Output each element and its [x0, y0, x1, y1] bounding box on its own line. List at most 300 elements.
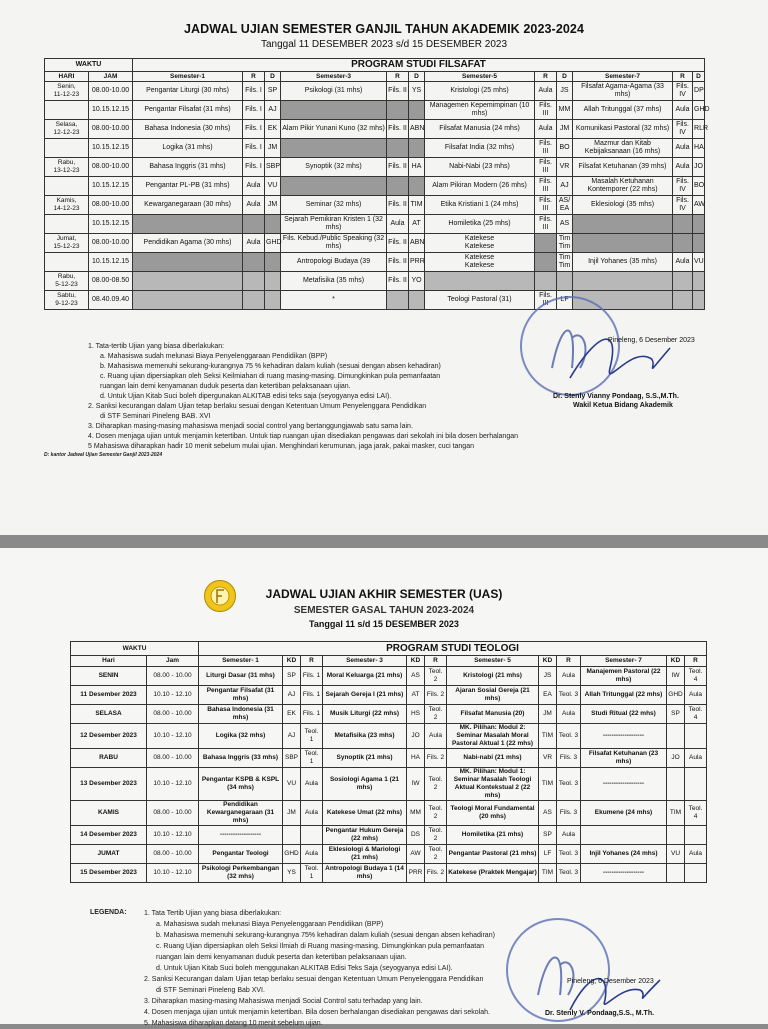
table-cell: SP — [265, 82, 281, 101]
table-cell: EA — [539, 686, 557, 705]
table-cell: JO — [407, 724, 425, 749]
table-cell: Fils. II — [387, 158, 409, 177]
table-cell: Ekumene (24 mhs) — [581, 801, 667, 826]
rule-item: 3. Diharapkan masing-masing Mahasiswa menjadi Social Control satu terhadap yang lain. — [144, 998, 423, 1005]
table-cell: Fils. II — [387, 253, 409, 272]
table-row — [45, 215, 705, 234]
table-cell: Manajemen Pastoral (22 mhs) — [581, 667, 667, 686]
signature — [560, 318, 700, 398]
table-cell: 08.00-10.00 — [89, 120, 133, 139]
table-cell: ------------------- — [199, 826, 283, 845]
table-cell: Teol. 2 — [425, 801, 447, 826]
table-cell: Fils. II — [387, 82, 409, 101]
table-cell: Bahasa Inggris (33 mhs) — [199, 749, 283, 768]
table-cell: YS — [283, 864, 301, 883]
table-cell — [573, 234, 673, 253]
table-cell: ABN — [409, 120, 425, 139]
table-cell: Aula — [557, 705, 581, 724]
rule-item: 5. Mahasiswa diharapkan datang 10 menit sebelum ujian. — [144, 1020, 323, 1027]
table-cell — [667, 724, 685, 749]
table-cell — [281, 139, 387, 158]
table-cell: YS — [409, 82, 425, 101]
table-cell: Aula — [243, 234, 265, 253]
header-semester-7: Semester-7 — [573, 72, 673, 82]
table-cell: JS — [539, 667, 557, 686]
table-cell — [243, 291, 265, 310]
table-cell: Psikologi Perkembangan (32 mhs) — [199, 864, 283, 883]
rule-item: ruangan lain demi kenyamanan duduk peserta dan ketertiban pelaksanaan ujian. — [156, 954, 407, 961]
table-cell: Teol. 3 — [557, 864, 581, 883]
table-cell: VU — [283, 768, 301, 801]
rule-item: 5 Mahasiswa diharapkan hadir 10 menit sebelum mulai ujian. Menghindari kerumunan, jaga jarak, pakai masker, cuci tangan — [88, 443, 474, 450]
table-cell: Synoptik (21 mhs) — [323, 749, 407, 768]
table-cell: MM — [557, 101, 573, 120]
table-cell: TIM — [539, 768, 557, 801]
header-semester-5: Semester-5 — [425, 72, 535, 82]
table-cell: RABU — [71, 749, 147, 768]
table-cell: Pengantar Hukum Gereja (22 mhs) — [323, 826, 407, 845]
table-cell: Filsafat Manusia (20) — [447, 705, 539, 724]
table-cell: 08.00-10.00 — [89, 234, 133, 253]
table-cell — [387, 101, 409, 120]
table-cell: LF — [539, 845, 557, 864]
table-cell: GHD — [693, 101, 705, 120]
table-cell: Fils. III — [535, 215, 557, 234]
table-cell: Nabi-nabi (21 mhs) — [447, 749, 539, 768]
table-cell — [409, 177, 425, 196]
table-cell — [265, 272, 281, 291]
table-row — [71, 705, 707, 724]
table-row — [45, 272, 705, 291]
header-r: R — [243, 72, 265, 82]
table-cell: AT — [407, 686, 425, 705]
table-cell: Fils. III — [535, 158, 557, 177]
table-cell: Managemen Kepemimpinan (10 mhs) — [425, 101, 535, 120]
table-cell — [45, 101, 89, 120]
table-cell: Pengantar Filsafat (31 mhs) — [199, 686, 283, 705]
table-cell — [535, 272, 557, 291]
table-cell: KAMIS — [71, 801, 147, 826]
table-cell: HA — [409, 158, 425, 177]
table-cell: Fils. III — [535, 196, 557, 215]
table-cell — [45, 177, 89, 196]
table-cell: Kristologi (21 mhs) — [447, 667, 539, 686]
table-row — [71, 724, 707, 749]
table-cell — [387, 177, 409, 196]
table-cell: AS — [539, 801, 557, 826]
table-cell: YO — [409, 272, 425, 291]
table-cell — [281, 177, 387, 196]
rule-item: ruangan lain demi kenyamanan duduk peserta dan ketertiban pelaksanaan ujian. — [100, 383, 351, 390]
table-cell: 08.00 - 10.00 — [147, 705, 199, 724]
rule-item: b. Mahasiswa memenuhi sekurang-kurangnya 75% kehadiran dalam kuliah (sesuai dengan absen kehadiran) — [156, 932, 495, 939]
rule-item: 3. Diharapkan masing-masing mahasiswa menjadi social control yang bertanggungjawab satu sama lain. — [88, 423, 413, 430]
table-cell — [387, 291, 409, 310]
table-cell: TIM — [539, 724, 557, 749]
table-cell: DS — [407, 826, 425, 845]
table-cell: Jumat, 15-12-23 — [45, 234, 89, 253]
table-cell: Teol. 3 — [557, 724, 581, 749]
table-cell: ------------------- — [581, 724, 667, 749]
table-cell: Aula — [301, 801, 323, 826]
table-cell: Pengantar KSPB & KSPL (34 mhs) — [199, 768, 283, 801]
table-cell: Tim Tim — [557, 234, 573, 253]
table-cell: Kewarganegaraan (30 mhs) — [133, 196, 243, 215]
table-cell: Filsafat Ketuhanan (39 mhs) — [573, 158, 673, 177]
table-cell: Homiletika (21 mhs) — [447, 826, 539, 845]
table-cell: Synoptik (32 mhs) — [281, 158, 387, 177]
legend-label: LEGENDA: — [90, 909, 127, 916]
table-cell: 10.15.12.15 — [89, 215, 133, 234]
signer-name-uas: Dr. Stenly V. Pondaag,S.S., M.Th. — [545, 1010, 655, 1017]
table-cell: ------------------- — [581, 864, 667, 883]
table-row — [45, 196, 705, 215]
header-d: D — [693, 72, 705, 82]
table-cell: JO — [667, 749, 685, 768]
table-cell — [133, 215, 243, 234]
table-cell — [673, 272, 693, 291]
table-cell: Sabtu, 9-12-23 — [45, 291, 89, 310]
table-cell: SELASA — [71, 705, 147, 724]
table-cell: 14 Desember 2023 — [71, 826, 147, 845]
table-cell: AT — [409, 215, 425, 234]
table-cell: Aula — [557, 667, 581, 686]
table-cell: Fils. III — [535, 101, 557, 120]
header-semester-3: Semester-3 — [281, 72, 387, 82]
table-cell — [673, 215, 693, 234]
table-cell: Teol. 4 — [685, 705, 707, 724]
table-cell: Injil Yohanes (24 mhs) — [581, 845, 667, 864]
header-d: D — [265, 72, 281, 82]
table-cell: Aula — [301, 768, 323, 801]
table-cell: MK. Pilihan: Modul 2: Seminar Masalah Moral Pastoral Aktual 1 (22 mhs) — [447, 724, 539, 749]
table-row — [71, 768, 707, 801]
table-cell — [573, 215, 673, 234]
table-row — [45, 101, 705, 120]
header-semester-3: Semester- 3 — [323, 656, 407, 667]
table-cell: Aula — [301, 845, 323, 864]
table-cell: AS — [407, 667, 425, 686]
header-semester-1: Semester- 1 — [199, 656, 283, 667]
table-cell: Rabu, 5-12-23 — [45, 272, 89, 291]
table-cell: Teologi Pastoral (31) — [425, 291, 535, 310]
table-cell: Fils. IV — [673, 177, 693, 196]
rule-item: b. Mahasiswa memenuhi sekurang-kurangnya 75 % kehadiran dalam kuliah (sesuai dengan absen kehadiran) — [100, 363, 441, 370]
table-row — [71, 749, 707, 768]
table-cell: 10.10 - 12.10 — [147, 686, 199, 705]
table-cell: Mazmur dan Kitab Kebijaksanaan (16 mhs) — [573, 139, 673, 158]
table-cell: SBP — [265, 158, 281, 177]
table-cell: 08.00 - 10.00 — [147, 845, 199, 864]
rule-item: di STF Seminari Pineleng Bab XVI. — [156, 987, 265, 994]
table-cell: ABN — [409, 234, 425, 253]
place-date-uas: Pineleng, 6 Desember 2023 — [567, 978, 654, 985]
header-d: D — [557, 72, 573, 82]
table-cell: IW — [407, 768, 425, 801]
table-cell: Kristologi (25 mhs) — [425, 82, 535, 101]
table-cell: HA — [693, 139, 705, 158]
table-cell — [557, 272, 573, 291]
rule-item: d. Untuk Ujian Kitab Suci boleh dipergunakan ALKITAB edisi teks saja (seyogyanya edisi LAI). — [100, 393, 392, 400]
table-cell: Aula — [243, 177, 265, 196]
table-cell: Pengantar Filsafat (31 mhs) — [133, 101, 243, 120]
table-cell: Tim Tim — [557, 253, 573, 272]
table-cell — [133, 272, 243, 291]
table-cell: Eklesiologi (35 mhs) — [573, 196, 673, 215]
table-cell: JO — [693, 158, 705, 177]
table-cell: Katekese Katekese — [425, 253, 535, 272]
table-cell: AJ — [283, 686, 301, 705]
table-cell: Antropologi Budaya 1 (14 mhs) — [323, 864, 407, 883]
table-row — [71, 845, 707, 864]
table-cell — [667, 826, 685, 845]
table-cell: 08.00-08.50 — [89, 272, 133, 291]
table-cell: Masalah Ketuhanan Kontemporer (22 mhs) — [573, 177, 673, 196]
table-cell: PRR — [407, 864, 425, 883]
table-cell: 08.00 - 10.00 — [147, 749, 199, 768]
table-cell: Fils. 2 — [425, 686, 447, 705]
rule-item: 2. Sanksi kecurangan dalam Ujian tetap berlaku sesuai dengan Ketentuan Umum Penyelenggara Pendidikan — [88, 403, 427, 410]
table-cell: Komunikasi Pastoral (32 mhs) — [573, 120, 673, 139]
table-cell: Filsafat India (32 mhs) — [425, 139, 535, 158]
table-cell: JM — [539, 705, 557, 724]
table-cell — [685, 864, 707, 883]
table-cell: Aula — [685, 686, 707, 705]
table-cell — [693, 215, 705, 234]
table-cell: Fils. I — [243, 101, 265, 120]
rule-item: 1. Tata-tertib Ujian yang biasa diberlakukan: — [88, 343, 225, 350]
table-cell — [133, 253, 243, 272]
table-cell: Katekese Umat (22 mhs) — [323, 801, 407, 826]
table-cell: VU — [265, 177, 281, 196]
header-kd: KD — [283, 656, 301, 667]
table-cell: 08.00-10.00 — [89, 82, 133, 101]
schedule-table-filsafat — [44, 58, 710, 310]
table-cell: JM — [283, 801, 301, 826]
table-cell — [667, 768, 685, 801]
table-cell: AJ — [265, 101, 281, 120]
rule-item: 2. Sanksi Kecurangan dalam Ujian tetap berlaku sesuai dengan Ketentuan Umum Penyelenggara Pendidikan — [144, 976, 484, 983]
table-cell: Fils. III — [535, 139, 557, 158]
table-cell: Teol. 2 — [425, 667, 447, 686]
table-cell: Teol. 2 — [425, 826, 447, 845]
table-cell: Aula — [673, 253, 693, 272]
table-cell: Fils. 1 — [301, 686, 323, 705]
signer-name: Dr. Stenly Vianny Pondaag, S.S.,M.Th. — [553, 393, 679, 400]
table-cell — [265, 215, 281, 234]
table-cell — [535, 234, 557, 253]
table-cell: Aula — [535, 82, 557, 101]
table-cell: Fils. IV — [673, 120, 693, 139]
rule-item: di STF Seminari Pineleng BAB. XVI — [100, 413, 211, 420]
table-cell: Metafisika (35 mhs) — [281, 272, 387, 291]
table-cell — [685, 826, 707, 845]
table-row — [45, 234, 705, 253]
table-cell: Aula — [425, 724, 447, 749]
table-cell: Musik Liturgi (22 mhs) — [323, 705, 407, 724]
header-r: R — [673, 72, 693, 82]
table-cell: BO — [693, 177, 705, 196]
table-row — [45, 82, 705, 101]
table-cell: Fils. Kebud./Public Speaking (32 mhs) — [281, 234, 387, 253]
table-cell: Allah Tritunggal (37 mhs) — [573, 101, 673, 120]
table-cell: Teologi Moral Fundamental (20 mhs) — [447, 801, 539, 826]
table-cell: SP — [667, 705, 685, 724]
table-cell: Fils. I — [243, 139, 265, 158]
table-cell: 08.40.09.40 — [89, 291, 133, 310]
rule-item: 1. Tata Tertib Ujian yang biasa diberlakukan: — [144, 910, 282, 917]
table-cell: 08.00-10.00 — [89, 196, 133, 215]
table-cell: Aula — [557, 826, 581, 845]
table-cell: Allah Tritunggal (22 mhs) — [581, 686, 667, 705]
table-cell: Liturgi Dasar (31 mhs) — [199, 667, 283, 686]
table-cell: Teol. 4 — [685, 667, 707, 686]
signer-title: Wakil Ketua Bidang Akademik — [573, 402, 673, 409]
table-cell: Fils. 1 — [301, 667, 323, 686]
table-cell: MK. Pilihan: Modul 1: Seminar Masalah Teologi Aktual Kontekstual 2 (22 mhs) — [447, 768, 539, 801]
table-cell: TIM — [409, 196, 425, 215]
table-cell: Bahasa Inggris (31 mhs) — [133, 158, 243, 177]
header-jam: JAM — [89, 72, 133, 82]
table-cell — [573, 272, 673, 291]
table-cell: 10.15.12.15 — [89, 101, 133, 120]
table-cell — [283, 826, 301, 845]
table-cell: Seminar (32 mhs) — [281, 196, 387, 215]
table-row — [71, 864, 707, 883]
table-cell: JUMAT — [71, 845, 147, 864]
table-cell: Logika (32 mhs) — [199, 724, 283, 749]
table-row — [45, 253, 705, 272]
table-cell — [673, 291, 693, 310]
rule-item: c. Ruang ujian dipersiapkan oleh Seksi Keilmiahan di ruang masing-masing. Dimungkinkan pula pemanfaatan — [100, 373, 441, 380]
date-range-uas: Tanggal 11 s/d 15 DESEMBER 2023 — [309, 619, 459, 629]
table-cell — [425, 272, 535, 291]
table-cell: PRR — [409, 253, 425, 272]
header-hari: HARI — [45, 72, 89, 82]
schedule-table-teologi — [70, 641, 707, 883]
table-cell: Fils. II — [387, 234, 409, 253]
table-cell — [693, 291, 705, 310]
header-waktu: WAKTU — [71, 642, 199, 656]
table-cell: AS — [557, 215, 573, 234]
table-cell: Fils. IV — [673, 82, 693, 101]
table-cell — [673, 234, 693, 253]
table-cell: Teol. 2 — [425, 705, 447, 724]
table-cell: Moral Keluarga (21 mhs) — [323, 667, 407, 686]
table-cell: JM — [265, 196, 281, 215]
table-cell: Metafisika (23 mhs) — [323, 724, 407, 749]
table-cell: Teol. 1 — [301, 724, 323, 749]
table-cell: 10.10 - 12.10 — [147, 724, 199, 749]
table-cell: Eklesiologi & Mariologi (21 mhs) — [323, 845, 407, 864]
header-kd: KD — [667, 656, 685, 667]
table-row — [71, 801, 707, 826]
table-cell: Etika Kristiani 1 (24 mhs) — [425, 196, 535, 215]
table-cell: 10.10 - 12.10 — [147, 864, 199, 883]
table-cell: AW — [407, 845, 425, 864]
header-semester-7: Semester- 7 — [581, 656, 667, 667]
table-cell: 08.00-10.00 — [89, 158, 133, 177]
table-cell: Alam Pikiran Modern (26 mhs) — [425, 177, 535, 196]
table-cell: Aula — [673, 101, 693, 120]
table-cell: Aula — [685, 749, 707, 768]
rule-item: c. Ruang Ujian dipersiapkan oleh Seksi Ilmiah di Ruang masing-masing. Dimungkinkan pula pemanfaatan — [156, 943, 485, 950]
header-program: PROGRAM STUDI FILSAFAT — [133, 59, 705, 72]
table-cell: * — [281, 291, 387, 310]
table-cell: Fils. I — [243, 82, 265, 101]
table-cell: SP — [539, 826, 557, 845]
table-cell — [265, 253, 281, 272]
table-cell: 11 Desember 2023 — [71, 686, 147, 705]
table-cell — [133, 291, 243, 310]
table-cell: Teol. 3 — [557, 768, 581, 801]
table-cell: Pendidikan Kewarganegaraan (31 mhs) — [199, 801, 283, 826]
page-title-uas: JADWAL UJIAN AKHIR SEMESTER (UAS) — [265, 587, 503, 601]
table-cell — [243, 253, 265, 272]
table-cell: AJ — [557, 177, 573, 196]
table-cell: 10.15.12.15 — [89, 139, 133, 158]
table-cell: Kamis, 14-12-23 — [45, 196, 89, 215]
table-cell: Psikologi (31 mhs) — [281, 82, 387, 101]
table-cell: Aula — [387, 215, 409, 234]
table-cell — [243, 215, 265, 234]
table-cell: Studi Ritual (22 mhs) — [581, 705, 667, 724]
table-cell: 12 Desember 2023 — [71, 724, 147, 749]
table-cell: Fils. II — [387, 196, 409, 215]
table-cell: Fils. II — [387, 120, 409, 139]
header-program: PROGRAM STUDI TEOLOGI — [199, 642, 707, 656]
rule-item: a. Mahasiswa sudah melunasi Biaya Penyelenggaraan Pendidikan (BPP) — [156, 921, 384, 928]
table-cell: Fils. IV — [673, 196, 693, 215]
table-cell: Selasa, 12-12-23 — [45, 120, 89, 139]
table-cell: JS — [557, 82, 573, 101]
table-cell: AS/ EA — [557, 196, 573, 215]
table-row — [71, 826, 707, 845]
table-cell: MM — [407, 801, 425, 826]
table-cell: AJ — [283, 724, 301, 749]
table-cell: Fils. III — [535, 177, 557, 196]
table-cell — [387, 139, 409, 158]
table-cell — [45, 139, 89, 158]
table-cell — [45, 215, 89, 234]
table-cell: SENIN — [71, 667, 147, 686]
table-cell: 10.10 - 12.10 — [147, 768, 199, 801]
table-cell: Fils. III — [535, 291, 557, 310]
header-r: R — [685, 656, 707, 667]
table-cell: Fils. II — [387, 272, 409, 291]
table-cell — [265, 291, 281, 310]
table-cell: Sejarah Gereja I (21 mhs) — [323, 686, 407, 705]
table-cell: Fils. I — [243, 158, 265, 177]
table-cell — [581, 826, 667, 845]
table-cell: Teol. 3 — [557, 845, 581, 864]
table-cell — [535, 253, 557, 272]
table-cell: GHD — [265, 234, 281, 253]
table-cell: Pengantar Liturgi (30 mhs) — [133, 82, 243, 101]
table-row — [71, 667, 707, 686]
table-cell: VU — [693, 253, 705, 272]
table-cell: Aula — [535, 120, 557, 139]
table-cell: 15 Desember 2023 — [71, 864, 147, 883]
footer-note: D: kantor Jadwal Ujian Semester Ganjil 2023-2024 — [44, 452, 163, 458]
table-cell: Filsafat Agama-Agama (33 mhs) — [573, 82, 673, 101]
table-cell: Nabi-Nabi (23 mhs) — [425, 158, 535, 177]
table-row — [45, 158, 705, 177]
table-cell: ------------------- — [581, 768, 667, 801]
table-cell: Teol. 3 — [557, 686, 581, 705]
header-r: R — [387, 72, 409, 82]
table-cell: 13 Desember 2023 — [71, 768, 147, 801]
